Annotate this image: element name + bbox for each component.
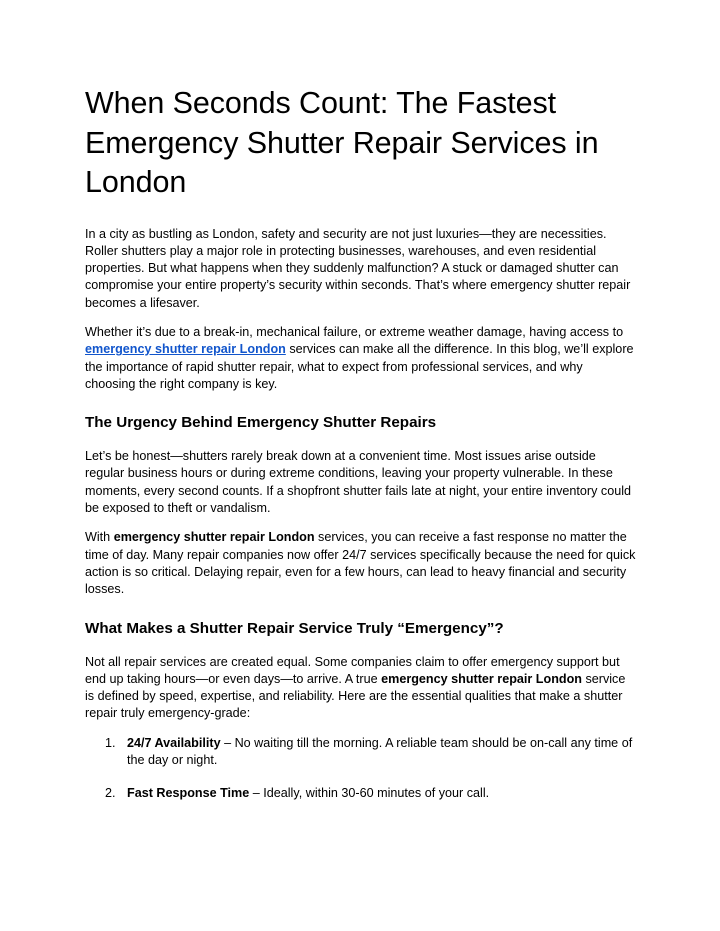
paragraph-access-text-before: Whether it’s due to a break-in, mechanical failure, or extreme weather damage, having access to [85,324,624,339]
list-item-text: – Ideally, within 30-60 minutes of your call. [249,786,490,801]
paragraph-qualities [85,654,636,723]
qualities-list [85,735,636,803]
paragraph-access [85,324,636,393]
paragraph-response-bold: emergency shutter repair London [113,530,315,545]
list-item [105,785,636,802]
list-item-bold: Fast Response Time [127,786,250,801]
list-item [105,735,636,770]
section-heading-emergency: What Makes a Shutter Repair Service Truly “Emergency”? [85,619,504,637]
paragraph-qualities-text-after: service is defined by speed, expertise, and reliability. Here are the essential qualities that make a shutter repair truly emergency-grade: [85,671,626,721]
paragraph-urgency: Let’s be honest—shutters rarely break down at a convenient time. Most issues arise outside regular business hours or during extreme conditions, leaving your property vulnerable. In these moments, every second counts. If a shopfront shutter fails late at night, your entire inventory could be exposed to theft or vandalism. [85,449,632,516]
list-item-text: – No waiting till the morning. A reliable team should be on-call any time of the day or night. [127,735,633,768]
section-heading-urgency: The Urgency Behind Emergency Shutter Repairs [85,414,437,432]
list-item-bold: 24/7 Availability [127,735,221,750]
paragraph-response-text-after: services, you can receive a fast response no matter the time of day. Many repair companies now offer 24/7 services specifically because the need for quick action is so critical. Delaying repair, even for a few hours, can lead to heavy financial and security losses. [85,530,636,597]
paragraph-response [85,529,636,598]
page-title: When Seconds Count: The Fastest Emergency Shutter Repair Services in London [85,86,599,199]
paragraph-qualities-text-before: Not all repair services are created equal. Some companies claim to offer emergency support but end up taking hours—or even days—to arrive. A true [85,654,620,686]
list-item-number: 2. [105,786,116,801]
paragraph-qualities-bold: emergency shutter repair London [381,671,582,686]
paragraph-response-text-before: With [85,530,114,545]
emergency-shutter-repair-link[interactable]: emergency shutter repair London [85,342,286,357]
intro-paragraph: In a city as bustling as London, safety and security are not just luxuries—they are necessities. Roller shutters play a major role in protecting businesses, warehouses, and even residential properties. But what happens when they suddenly malfunction? A stuck or damaged shutter can compromise your entire property’s security within seconds. That’s where emergency shutter repair becomes a lifesaver. [85,226,631,310]
paragraph-access-text-after: services can make all the difference. In this blog, we’ll explore the importance of rapid shutter repair, what to expect from professional services, and why choosing the right company is key. [85,342,634,391]
list-item-number: 1. [105,735,116,750]
